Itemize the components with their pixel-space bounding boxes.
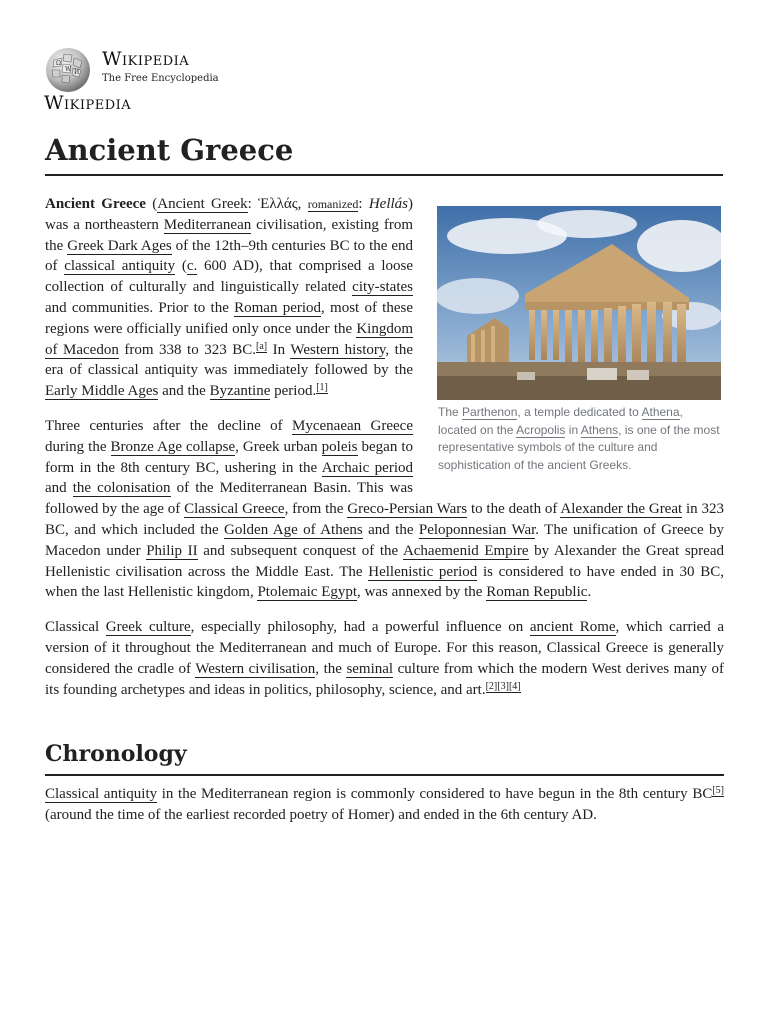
text: .	[587, 584, 592, 601]
link-mycenaean-greece[interactable]: Mycenaean Greece	[292, 417, 413, 434]
caption-text: , a temple dedicated to	[517, 405, 642, 419]
bold-term: Ancient Greece	[45, 196, 146, 212]
wordmark[interactable]: Wikipedia	[102, 48, 190, 70]
footnote-ref[interactable]	[497, 681, 509, 693]
footnote-ref[interactable]	[509, 681, 521, 693]
link-philip-ii[interactable]: Philip II	[146, 542, 198, 559]
footnote-label[interactable]: [2]	[485, 680, 498, 692]
link-early-middle-ages[interactable]: Early Middle Ages	[45, 383, 159, 400]
footnote-label[interactable]: [a]	[256, 340, 268, 352]
section-chronology	[45, 734, 724, 826]
footnote-label[interactable]: [4]	[508, 680, 521, 692]
text: , most of these regions were officially unified only once under the	[45, 299, 414, 337]
link-western-history[interactable]: Western history	[290, 341, 386, 358]
text: culture from which the modern West derives many of its founding archetypes and ideas in politics, philosophy, science, and art.	[45, 660, 725, 698]
link-city-states[interactable]: city-states	[352, 279, 413, 296]
link-the-colonisation[interactable]: the colonisation	[72, 480, 171, 497]
caption-text: , located on the	[438, 405, 683, 437]
text: and communities. Prior to the	[45, 299, 235, 316]
tagline: The Free Encyclopedia	[102, 73, 219, 84]
link-peloponnesian-war[interactable]: Peloponnesian War	[418, 521, 536, 538]
text: began to form in the 8th century BC, ushering in the	[45, 438, 413, 476]
wikipedia-globe-logo[interactable]	[44, 46, 92, 94]
text: : Ἑλλάς,	[247, 196, 308, 212]
text: Three centuries after the decline of	[45, 417, 293, 434]
caption-text: The	[438, 405, 463, 419]
wordmark-secondary[interactable]: Wikipedia	[44, 92, 132, 114]
text: , Greek urban	[235, 438, 322, 455]
article-body	[45, 194, 724, 840]
footnote-label[interactable]: [3]	[497, 680, 509, 692]
text: during the	[45, 438, 111, 455]
link-circa[interactable]: c.	[186, 258, 198, 275]
footnote-ref[interactable]	[316, 382, 328, 394]
svg-text:И: И	[74, 69, 80, 76]
link-achaemenid-empire[interactable]: Achaemenid Empire	[402, 542, 529, 559]
text: in the Mediterranean region is commonly considered to have begun in the 8th century BC	[157, 786, 713, 803]
text: ) was a northeastern	[45, 196, 413, 233]
link-archaic-period[interactable]: Archaic period	[321, 459, 413, 476]
link-bronze-age-collapse[interactable]: Bronze Age collapse	[110, 438, 236, 455]
text: (around the time of the earliest recorded poetry of Homer) and ended in the 6th century AD.	[45, 807, 597, 824]
link-acropolis[interactable]: Acropolis	[516, 422, 566, 437]
link-classical-antiquity[interactable]: Classical antiquity	[45, 786, 158, 803]
parthenon-image[interactable]	[437, 206, 721, 400]
link-byzantine[interactable]: Byzantine	[209, 383, 271, 400]
link-romanized[interactable]: romanized	[307, 197, 359, 211]
chronology-paragraph-1	[45, 784, 724, 826]
link-athena[interactable]: Athena	[641, 405, 680, 419]
text: , was annexed by the	[357, 584, 487, 601]
link-greek-dark-ages[interactable]: Greek Dark Ages	[67, 237, 172, 254]
text: and the	[362, 521, 419, 538]
text: . The unification of Greece by Macedon under	[45, 521, 725, 559]
link-kingdom-of-macedon[interactable]: Kingdom of Macedon	[45, 320, 413, 358]
caption-text: in	[565, 422, 581, 437]
text: in 323 BC, and which included the	[45, 501, 724, 538]
link-athens[interactable]: Athens	[580, 422, 619, 437]
text: , the era of classical antiquity was immediately followed by the	[45, 341, 413, 379]
text: :	[358, 196, 369, 212]
footnote-ref[interactable]	[712, 785, 724, 797]
text: and	[45, 480, 73, 497]
link-alexander-the-great[interactable]: Alexander the Great	[560, 501, 683, 518]
site-header	[44, 46, 464, 116]
text: is considered to have ended in 30 BC, when the last Hellenistic kingdom,	[45, 563, 724, 601]
italic-term: Hellás	[368, 196, 408, 212]
footnote-label[interactable]: [5]	[712, 785, 724, 797]
link-greco-persian-wars[interactable]: Greco-Persian Wars	[347, 501, 468, 518]
text: , which carried a version of it throughout the Mediterranean and much of Europe. For this reason, Classical Greece is generally considered the cradle of	[45, 619, 725, 677]
link-poleis[interactable]: poleis	[321, 438, 358, 455]
footnote-ref[interactable]	[256, 341, 267, 353]
link-parthenon[interactable]: Parthenon	[462, 405, 518, 419]
svg-text:W: W	[65, 66, 72, 73]
link-mediterranean[interactable]: Mediterranean	[163, 216, 252, 233]
text: to the death of	[467, 501, 561, 518]
footnote-label[interactable]: [1]	[316, 382, 328, 394]
link-roman-period[interactable]: Roman period	[234, 299, 322, 316]
footnote-ref[interactable]	[486, 681, 498, 693]
text: , the	[315, 660, 347, 677]
text: Classical	[45, 619, 106, 636]
text: of the 12th–9th centuries BC to the end of	[45, 237, 413, 275]
text: of the Mediterranean Basin. This was followed by the age of	[45, 480, 413, 518]
link-classical-greece[interactable]: Classical Greece	[184, 501, 285, 518]
link-greek-culture[interactable]: Greek culture	[105, 619, 191, 636]
link-roman-republic[interactable]: Roman Republic	[486, 584, 588, 601]
text: from 338 to 323 BC.	[118, 341, 257, 358]
text: and subsequent conquest of the	[197, 542, 403, 559]
section-heading: Chronology	[45, 734, 724, 776]
text: (	[175, 258, 187, 275]
infobox-figure	[437, 206, 724, 474]
link-seminal[interactable]: seminal	[346, 660, 394, 677]
link-hellenistic-period[interactable]: Hellenistic period	[368, 563, 478, 580]
link-golden-age-of-athens[interactable]: Golden Age of Athens	[224, 521, 363, 538]
svg-text:Ω: Ω	[56, 60, 61, 67]
caption-text: , is one of the most representative symbols of the culture and sophistication of the ancient Greeks.	[438, 422, 720, 472]
link-ancient-rome[interactable]: ancient Rome	[529, 619, 616, 636]
text: by Alexander the Great spread Hellenistic civilisation across the Middle East. The	[45, 542, 724, 580]
page-title: Ancient Greece	[45, 126, 723, 176]
link-western-civilisation[interactable]: Western civilisation	[195, 660, 316, 677]
text: civilisation, existing from the	[45, 216, 413, 254]
text: 600 AD), that comprised a loose collection of culturally and linguistically related	[45, 258, 414, 296]
intro-paragraph-3	[45, 617, 724, 700]
text: In	[267, 341, 291, 358]
link-ptolemaic-egypt[interactable]: Ptolemaic Egypt	[257, 584, 358, 601]
figure-caption	[437, 404, 724, 474]
text: , from the	[284, 501, 348, 518]
link-ancient-greek[interactable]: Ancient Greek	[157, 196, 248, 212]
text: (	[145, 196, 158, 212]
text: period.	[270, 383, 317, 400]
text: and the	[158, 383, 210, 400]
link-classical-antiquity[interactable]: classical antiquity	[64, 258, 176, 275]
text: , especially philosophy, had a powerful influence on	[190, 619, 530, 636]
